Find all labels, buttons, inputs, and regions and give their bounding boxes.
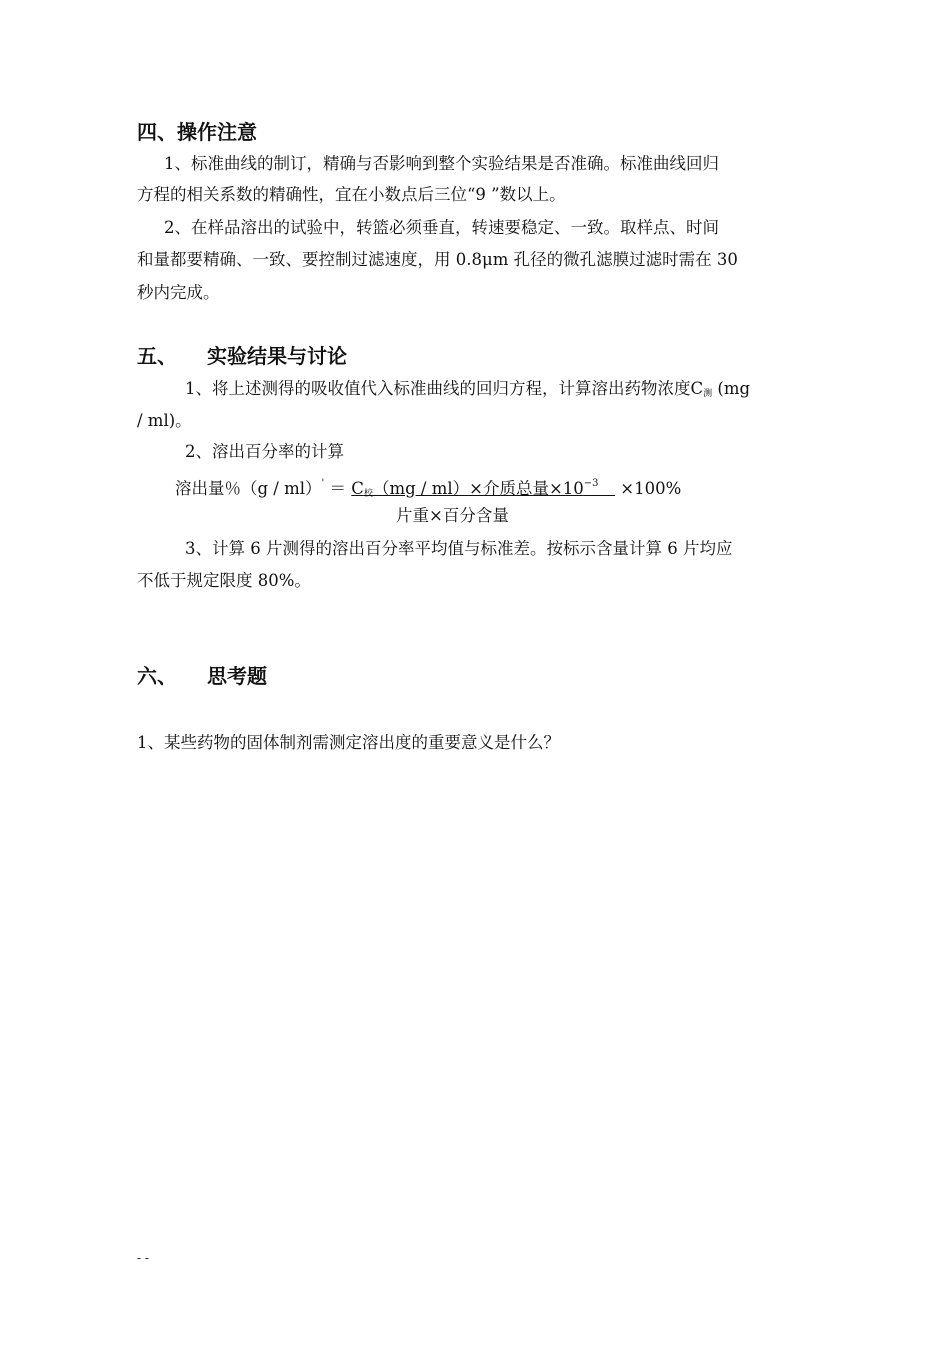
result-item-2: 2、溶出百分率的计算 [185, 442, 344, 461]
result-item-1-text: 1、将上述测得的吸收值代入标准曲线的回归方程，计算溶出药物浓度C [185, 379, 704, 398]
formula-equals: ＝ [324, 479, 352, 498]
question-1: 1、某些药物的固体制剂需测定溶出度的重要意义是什么？ [137, 733, 560, 752]
note-2-line-1: 2、在样品溶出的试验中，转篮必须垂直，转速要稳定、一致。取样点、时间 [164, 218, 719, 237]
formula-left: 溶出量％（g / ml） [175, 479, 322, 498]
result-item-3-line-1: 3、计算 6 片测得的溶出百分率平均值与标准差。按标示含量计算 6 片均应 [185, 539, 733, 558]
formula-mark: ' [321, 478, 325, 489]
formula-exponent: −3 [583, 478, 599, 489]
formula-numerator [351, 479, 615, 498]
result-item-1-unit: (mg [712, 379, 751, 398]
dissolution-formula [175, 472, 681, 506]
note-1-line-2: 方程的相关系数的精确性，宜在小数点后三位“9 ”数以上。 [137, 185, 566, 204]
section-5-heading [137, 344, 347, 368]
section-6-number: 六、 [137, 664, 177, 688]
result-item-3-line-2: 不低于规定限度 80%。 [137, 571, 311, 590]
formula-right: ×100% [615, 479, 682, 498]
note-2-line-3: 秒内完成。 [137, 283, 220, 302]
note-1-line-1: 1、标准曲线的制订，精确与否影响到整个实验结果是否准确。标准曲线回归 [164, 154, 719, 173]
measured-subscript: 测 [703, 389, 713, 399]
formula-denominator: 片重×百分含量 [396, 506, 509, 525]
formula-c-subscript: 校 [363, 489, 373, 499]
formula-c: C [351, 479, 364, 498]
page-footer: - - [137, 1251, 149, 1265]
section-4-heading: 四、操作注意 [137, 120, 257, 144]
section-6-heading [137, 664, 267, 688]
section-5-title: 实验结果与讨论 [207, 344, 347, 368]
note-2-line-2: 和量都要精确、一致、要控制过滤速度，用 0.8μm 孔径的微孔滤膜过滤时需在 30 [137, 250, 738, 269]
section-6-title: 思考题 [207, 664, 267, 688]
result-item-1-line-2: / ml)。 [137, 411, 192, 430]
result-item-1-line-1 [185, 377, 825, 406]
section-5-number: 五、 [137, 344, 177, 368]
formula-numerator-text: （mg / ml）×介质总量×10 [372, 479, 584, 498]
